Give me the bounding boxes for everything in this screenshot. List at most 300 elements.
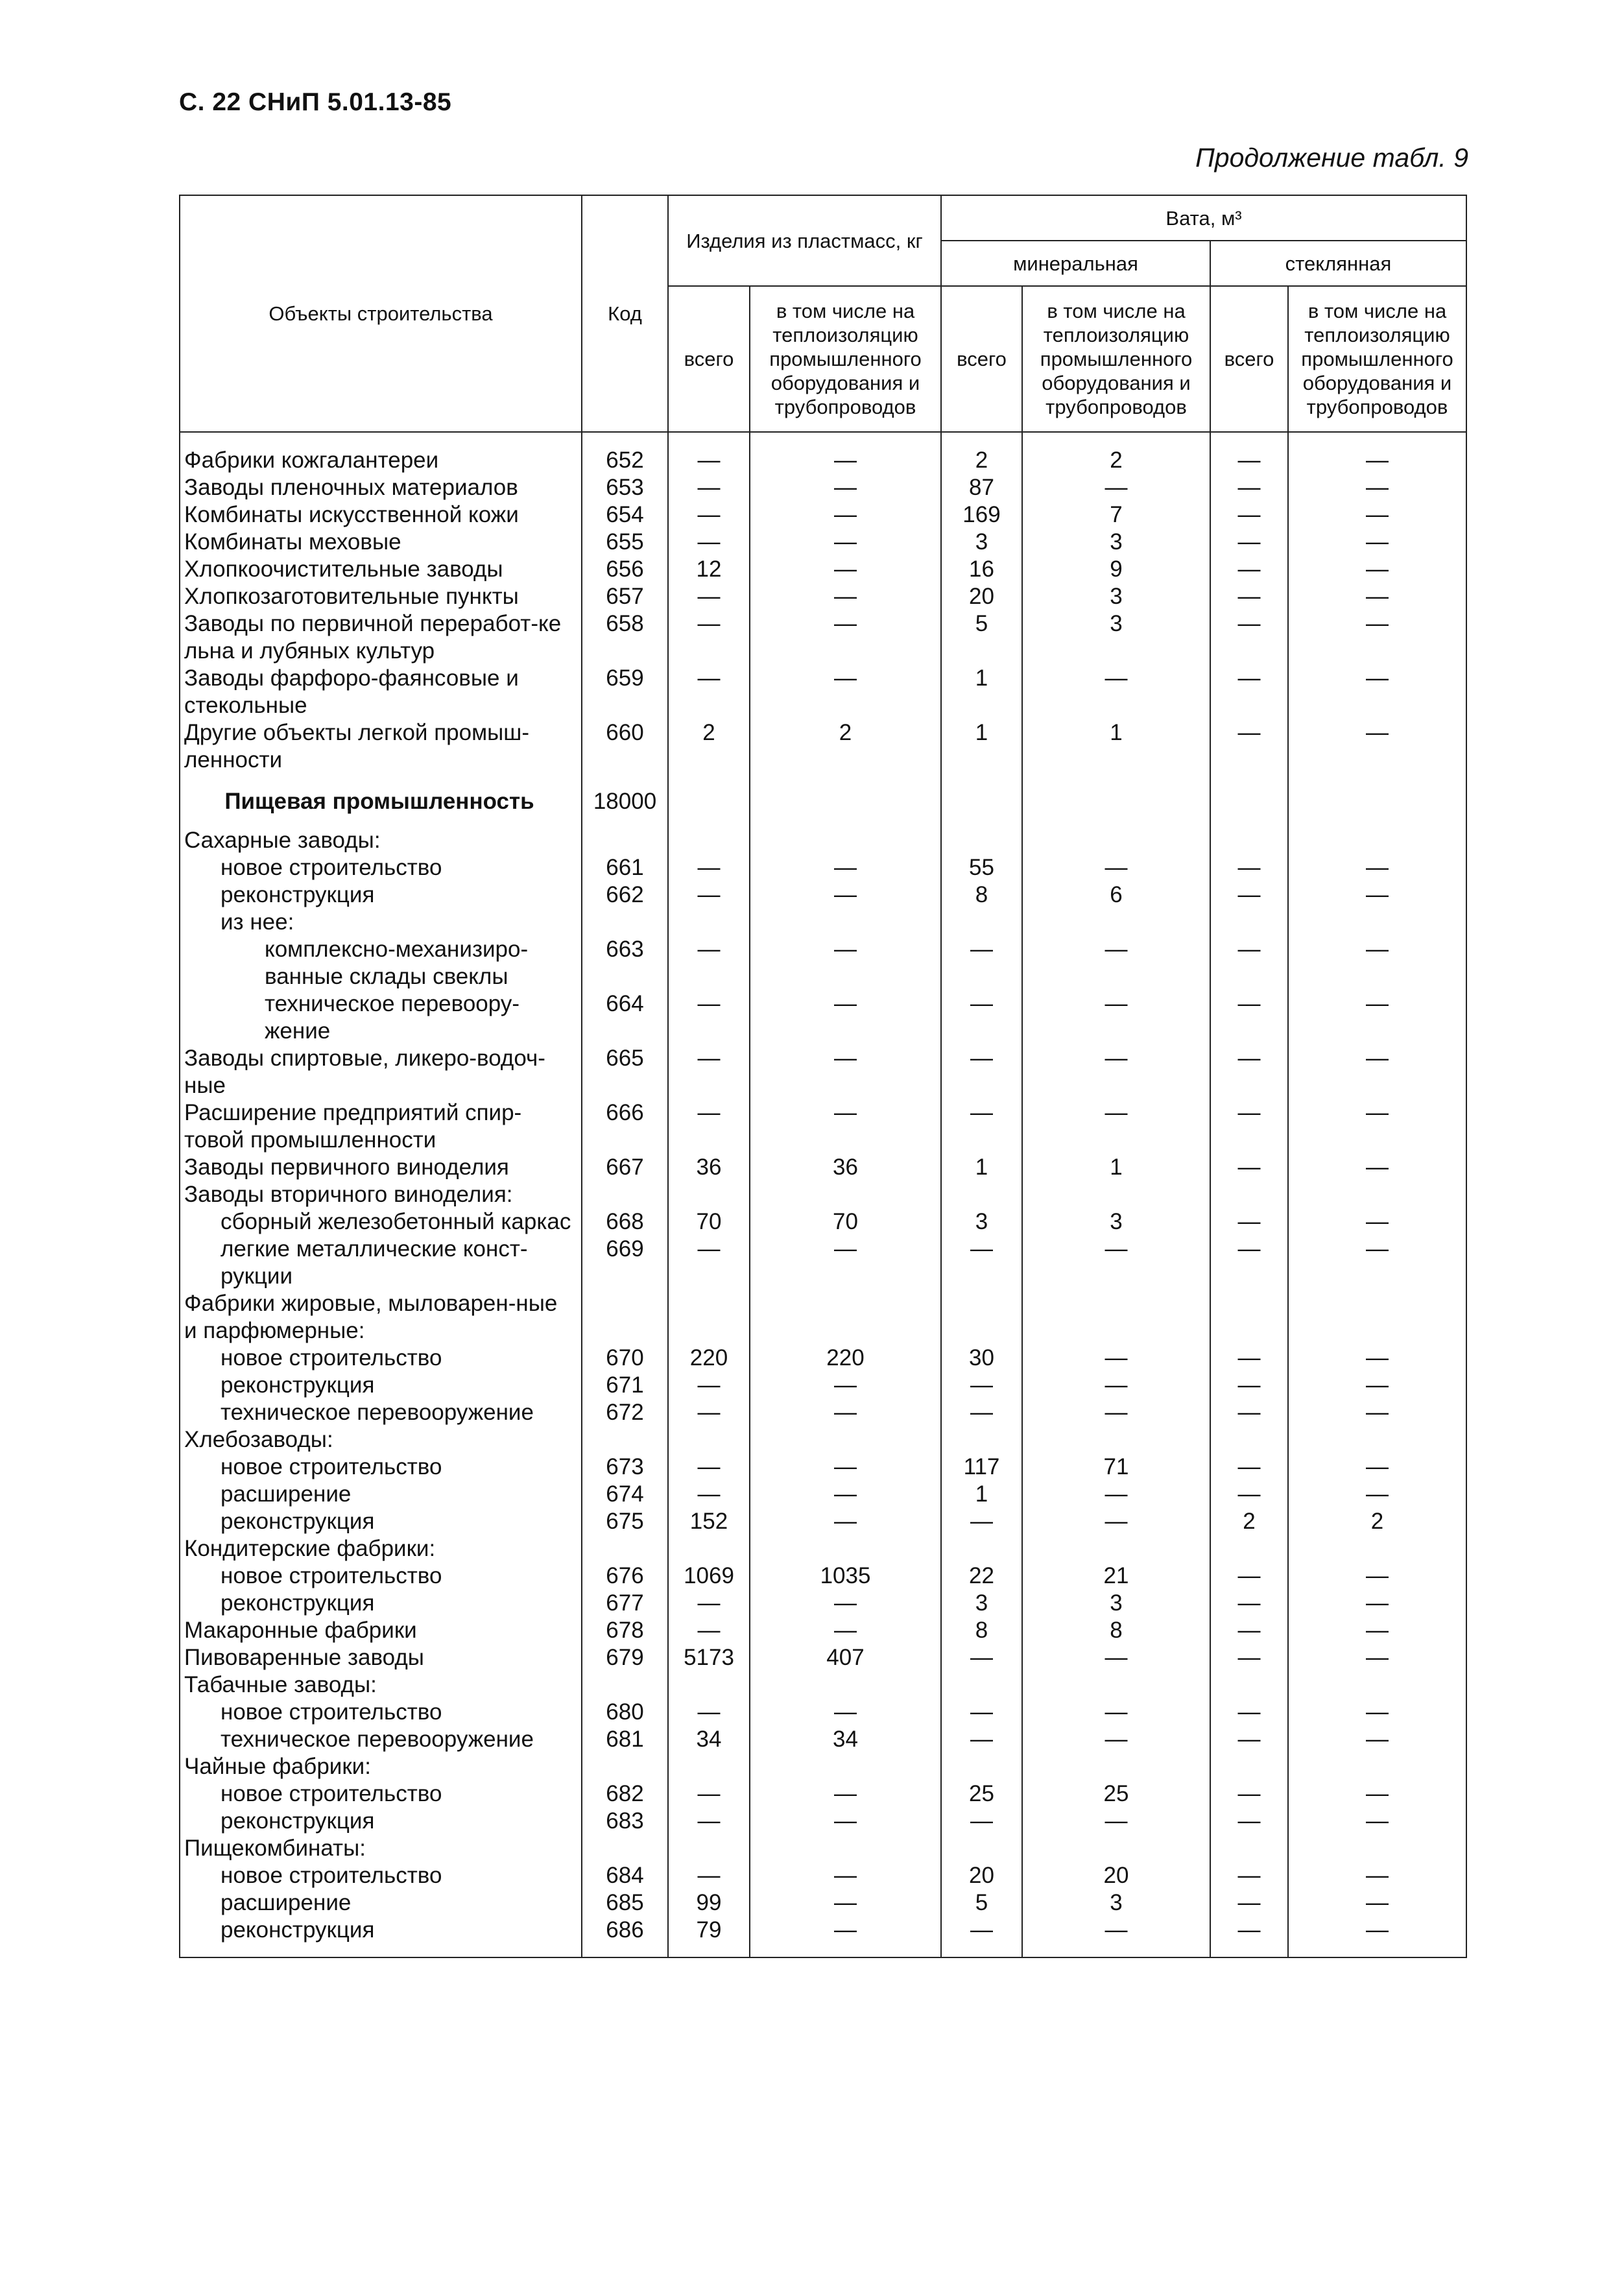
- table-row: [180, 1753, 1466, 1780]
- object-name: Кондитерские фабрики:: [180, 1535, 582, 1562]
- object-name: реконструкция: [180, 1808, 582, 1835]
- cell-glass-incl: —: [1288, 881, 1466, 909]
- object-code: 667: [582, 1154, 668, 1181]
- object-code: 660: [582, 719, 668, 774]
- cell-glass-incl: —: [1288, 1889, 1466, 1917]
- object-name: Фабрики кожгалантереи: [180, 432, 582, 474]
- cell-mineral-incl: [1022, 1426, 1210, 1454]
- object-name: сборный железобетонный каркас: [180, 1208, 582, 1236]
- cell-mineral-total: —: [941, 1808, 1022, 1835]
- object-code: 659: [582, 665, 668, 719]
- cell-mineral-incl: [1022, 827, 1210, 854]
- cell-glass-total: —: [1210, 474, 1288, 501]
- cell-plastics-total: 12: [668, 556, 750, 583]
- table-row: [180, 474, 1466, 501]
- object-code: [582, 1426, 668, 1454]
- cell-mineral-total: 1: [941, 1154, 1022, 1181]
- object-name: Чайные фабрики:: [180, 1753, 582, 1780]
- cell-plastics-incl: —: [750, 1699, 941, 1726]
- cell-glass-incl: —: [1288, 1372, 1466, 1399]
- object-code: 672: [582, 1399, 668, 1426]
- cell-plastics-incl: —: [750, 1372, 941, 1399]
- cell-glass-total: —: [1210, 1236, 1288, 1290]
- cell-plastics-total: —: [668, 1808, 750, 1835]
- cell-plastics-incl: —: [750, 1780, 941, 1808]
- cell-mineral-incl: —: [1022, 990, 1210, 1045]
- cell-plastics-total: —: [668, 1372, 750, 1399]
- table-row: [180, 583, 1466, 610]
- cell-glass-total: —: [1210, 583, 1288, 610]
- cell-glass-incl: —: [1288, 719, 1466, 774]
- cell-mineral-total: 3: [941, 1208, 1022, 1236]
- cell-glass-incl: —: [1288, 432, 1466, 474]
- cell-mineral-incl: [1022, 1181, 1210, 1208]
- object-name: новое строительство: [180, 1699, 582, 1726]
- object-name: Расширение предприятий спир-товой промышленности: [180, 1099, 582, 1154]
- cell-mineral-total: —: [941, 1726, 1022, 1753]
- cell-glass-total: —: [1210, 1399, 1288, 1426]
- object-name: Фабрики жировые, мыловарен-ные и парфюмерные:: [180, 1290, 582, 1345]
- cell-glass-incl: —: [1288, 556, 1466, 583]
- cell-plastics-total: —: [668, 881, 750, 909]
- cell-glass-total: —: [1210, 501, 1288, 529]
- object-name: легкие металлические конст-рукции: [180, 1236, 582, 1290]
- cell-mineral-total: 20: [941, 583, 1022, 610]
- object-name: Пищекомбинаты:: [180, 1835, 582, 1862]
- object-code: [582, 1290, 668, 1345]
- cell-glass-incl: —: [1288, 501, 1466, 529]
- cell-plastics-incl: —: [750, 990, 941, 1045]
- table-row: [180, 1345, 1466, 1372]
- cell-plastics-incl: 36: [750, 1154, 941, 1181]
- object-name: реконструкция: [180, 1590, 582, 1617]
- header-glass: стеклянная: [1210, 241, 1466, 286]
- object-name: новое строительство: [180, 1345, 582, 1372]
- cell-glass-incl: —: [1288, 1236, 1466, 1290]
- table-row: [180, 1454, 1466, 1481]
- table-row: [180, 1208, 1466, 1236]
- cell-plastics-total: 220: [668, 1345, 750, 1372]
- object-name: техническое перевоору-жение: [180, 990, 582, 1045]
- cell-plastics-total: —: [668, 529, 750, 556]
- cell-mineral-total: [941, 827, 1022, 854]
- object-code: 674: [582, 1481, 668, 1508]
- table-row: [180, 854, 1466, 881]
- table-row: [180, 556, 1466, 583]
- cell-mineral-total: 20: [941, 1862, 1022, 1889]
- table-row: [180, 1099, 1466, 1154]
- object-name: новое строительство: [180, 1862, 582, 1889]
- cell-glass-incl: —: [1288, 529, 1466, 556]
- cell-glass-incl: [1288, 909, 1466, 936]
- cell-plastics-total: 79: [668, 1917, 750, 1957]
- cell-glass-incl: —: [1288, 1345, 1466, 1372]
- table-row: [180, 432, 1466, 474]
- cell-plastics-total: —: [668, 1099, 750, 1154]
- cell-glass-incl: [1288, 1290, 1466, 1345]
- cell-mineral-total: —: [941, 1099, 1022, 1154]
- cell-mineral-incl: 3: [1022, 583, 1210, 610]
- cell-glass-total: [1210, 827, 1288, 854]
- table-row: [180, 719, 1466, 774]
- object-name: Хлопкоочистительные заводы: [180, 556, 582, 583]
- cell-mineral-total: [941, 1181, 1022, 1208]
- cell-plastics-total: 34: [668, 1726, 750, 1753]
- cell-glass-total: [1210, 1426, 1288, 1454]
- cell-glass-incl: —: [1288, 583, 1466, 610]
- cell-mineral-total: 3: [941, 1590, 1022, 1617]
- cell-mineral-incl: —: [1022, 1644, 1210, 1671]
- object-code: [582, 1835, 668, 1862]
- cell-glass-total: —: [1210, 854, 1288, 881]
- cell-mineral-total: —: [941, 1045, 1022, 1099]
- table-row: [180, 1590, 1466, 1617]
- table-row: [180, 1671, 1466, 1699]
- object-name: Комбинаты искусственной кожи: [180, 501, 582, 529]
- cell-mineral-total: —: [941, 1399, 1022, 1426]
- cell-plastics-total: —: [668, 1780, 750, 1808]
- cell-mineral-total: 8: [941, 1617, 1022, 1644]
- cell-plastics-incl: —: [750, 1454, 941, 1481]
- cell-mineral-incl: 25: [1022, 1780, 1210, 1808]
- object-name: Комбинаты меховые: [180, 529, 582, 556]
- cell-plastics-incl: [750, 827, 941, 854]
- cell-mineral-total: —: [941, 1699, 1022, 1726]
- object-code: 657: [582, 583, 668, 610]
- cell-mineral-incl: 2: [1022, 432, 1210, 474]
- object-name: Заводы пленочных материалов: [180, 474, 582, 501]
- cell-plastics-incl: [750, 1426, 941, 1454]
- table-row: [180, 1644, 1466, 1671]
- object-code: [582, 827, 668, 854]
- cell-plastics-total: —: [668, 1617, 750, 1644]
- cell-glass-incl: —: [1288, 474, 1466, 501]
- cell-plastics-incl: [750, 774, 941, 827]
- cell-mineral-total: 1: [941, 1481, 1022, 1508]
- cell-mineral-total: —: [941, 1508, 1022, 1535]
- object-name: Пивоваренные заводы: [180, 1644, 582, 1671]
- object-code: 668: [582, 1208, 668, 1236]
- cell-mineral-total: 1: [941, 665, 1022, 719]
- table-row: [180, 1617, 1466, 1644]
- object-code: 655: [582, 529, 668, 556]
- cell-mineral-incl: —: [1022, 665, 1210, 719]
- section-row: [180, 774, 1466, 827]
- cell-plastics-incl: —: [750, 474, 941, 501]
- cell-mineral-incl: 8: [1022, 1617, 1210, 1644]
- table-row: [180, 501, 1466, 529]
- object-code: [582, 1753, 668, 1780]
- table-row: [180, 1862, 1466, 1889]
- object-code: 676: [582, 1562, 668, 1590]
- cell-plastics-total: —: [668, 1590, 750, 1617]
- cell-mineral-incl: [1022, 1835, 1210, 1862]
- cell-glass-total: —: [1210, 990, 1288, 1045]
- table-body: [180, 432, 1466, 1957]
- cell-glass-incl: [1288, 1426, 1466, 1454]
- cell-glass-incl: —: [1288, 1644, 1466, 1671]
- table-row: [180, 936, 1466, 990]
- cell-mineral-total: —: [941, 1644, 1022, 1671]
- object-name: расширение: [180, 1889, 582, 1917]
- header-mineral: минеральная: [941, 241, 1210, 286]
- cell-glass-incl: —: [1288, 665, 1466, 719]
- object-name: Другие объекты легкой промыш-ленности: [180, 719, 582, 774]
- cell-mineral-total: —: [941, 990, 1022, 1045]
- cell-glass-total: —: [1210, 432, 1288, 474]
- cell-mineral-incl: [1022, 1290, 1210, 1345]
- cell-mineral-incl: —: [1022, 936, 1210, 990]
- cell-mineral-incl: 9: [1022, 556, 1210, 583]
- cell-glass-incl: —: [1288, 1454, 1466, 1481]
- table-row: [180, 1236, 1466, 1290]
- object-code: 679: [582, 1644, 668, 1671]
- cell-mineral-incl: 3: [1022, 1208, 1210, 1236]
- cell-glass-total: —: [1210, 1917, 1288, 1957]
- cell-plastics-total: —: [668, 1454, 750, 1481]
- cell-mineral-incl: [1022, 1753, 1210, 1780]
- cell-plastics-total: —: [668, 990, 750, 1045]
- cell-plastics-incl: —: [750, 1917, 941, 1957]
- object-name: Заводы фарфоро-фаянсовые и стекольные: [180, 665, 582, 719]
- cell-plastics-incl: 70: [750, 1208, 941, 1236]
- object-code: 18000: [582, 774, 668, 827]
- section-title: Пищевая промышленность: [180, 774, 582, 827]
- cell-glass-total: —: [1210, 529, 1288, 556]
- cell-glass-incl: —: [1288, 1862, 1466, 1889]
- cell-glass-incl: —: [1288, 1562, 1466, 1590]
- object-name: новое строительство: [180, 854, 582, 881]
- cell-plastics-incl: —: [750, 1399, 941, 1426]
- header-code: Код: [582, 195, 668, 432]
- cell-glass-incl: 2: [1288, 1508, 1466, 1535]
- cell-mineral-incl: 1: [1022, 719, 1210, 774]
- table-row: [180, 1481, 1466, 1508]
- table-continuation-label: Продолжение табл. 9: [1195, 143, 1468, 173]
- cell-plastics-incl: 220: [750, 1345, 941, 1372]
- cell-plastics-total: [668, 909, 750, 936]
- object-code: 664: [582, 990, 668, 1045]
- header-mineral-incl: в том числе на теплоизоляцию промышленного оборудования и трубопроводов: [1022, 286, 1210, 432]
- cell-plastics-total: —: [668, 501, 750, 529]
- cell-plastics-incl: —: [750, 501, 941, 529]
- object-code: 661: [582, 854, 668, 881]
- cell-plastics-total: —: [668, 1236, 750, 1290]
- cell-mineral-total: —: [941, 1372, 1022, 1399]
- cell-glass-total: —: [1210, 665, 1288, 719]
- cell-glass-incl: —: [1288, 1045, 1466, 1099]
- cell-plastics-total: —: [668, 432, 750, 474]
- cell-glass-total: [1210, 1535, 1288, 1562]
- cell-glass-incl: [1288, 1181, 1466, 1208]
- table-row: [180, 990, 1466, 1045]
- cell-glass-total: —: [1210, 936, 1288, 990]
- cell-glass-incl: —: [1288, 990, 1466, 1045]
- data-table: [179, 195, 1467, 1958]
- cell-plastics-total: —: [668, 665, 750, 719]
- cell-glass-total: —: [1210, 1099, 1288, 1154]
- cell-glass-total: —: [1210, 1617, 1288, 1644]
- cell-plastics-total: 152: [668, 1508, 750, 1535]
- object-name: реконструкция: [180, 1917, 582, 1957]
- cell-mineral-total: 169: [941, 501, 1022, 529]
- cell-plastics-incl: —: [750, 432, 941, 474]
- cell-mineral-total: —: [941, 936, 1022, 990]
- object-code: 682: [582, 1780, 668, 1808]
- cell-plastics-total: 70: [668, 1208, 750, 1236]
- cell-glass-total: —: [1210, 1345, 1288, 1372]
- header-plastics-incl: в том числе на теплоизоляцию промышленного оборудования и трубопроводов: [750, 286, 941, 432]
- object-name: Заводы первичного виноделия: [180, 1154, 582, 1181]
- cell-glass-total: —: [1210, 610, 1288, 665]
- cell-mineral-total: [941, 1753, 1022, 1780]
- cell-plastics-total: [668, 1181, 750, 1208]
- cell-mineral-total: [941, 1535, 1022, 1562]
- cell-glass-total: —: [1210, 1590, 1288, 1617]
- cell-glass-incl: —: [1288, 854, 1466, 881]
- table-row: [180, 665, 1466, 719]
- cell-glass-incl: [1288, 1753, 1466, 1780]
- cell-plastics-incl: —: [750, 583, 941, 610]
- cell-glass-total: —: [1210, 1562, 1288, 1590]
- cell-plastics-incl: —: [750, 1508, 941, 1535]
- cell-plastics-incl: —: [750, 1617, 941, 1644]
- cell-mineral-incl: 21: [1022, 1562, 1210, 1590]
- cell-glass-total: —: [1210, 1208, 1288, 1236]
- cell-plastics-incl: —: [750, 529, 941, 556]
- cell-plastics-total: [668, 774, 750, 827]
- cell-mineral-incl: —: [1022, 1917, 1210, 1957]
- object-name: новое строительство: [180, 1454, 582, 1481]
- cell-mineral-incl: —: [1022, 854, 1210, 881]
- object-name: техническое перевооружение: [180, 1399, 582, 1426]
- cell-glass-incl: —: [1288, 1208, 1466, 1236]
- cell-mineral-incl: [1022, 1535, 1210, 1562]
- table-header: [180, 195, 1466, 432]
- cell-glass-total: —: [1210, 881, 1288, 909]
- object-name: из нее:: [180, 909, 582, 936]
- cell-mineral-total: 8: [941, 881, 1022, 909]
- cell-plastics-incl: 34: [750, 1726, 941, 1753]
- object-name: реконструкция: [180, 1372, 582, 1399]
- cell-plastics-total: —: [668, 1699, 750, 1726]
- cell-plastics-incl: —: [750, 936, 941, 990]
- cell-mineral-incl: —: [1022, 1345, 1210, 1372]
- table-row: [180, 1917, 1466, 1957]
- object-code: 681: [582, 1726, 668, 1753]
- cell-mineral-total: [941, 774, 1022, 827]
- object-name: реконструкция: [180, 881, 582, 909]
- cell-glass-incl: —: [1288, 1808, 1466, 1835]
- header-objects: Объекты строительства: [180, 195, 582, 432]
- cell-mineral-incl: [1022, 1671, 1210, 1699]
- table-row: [180, 1835, 1466, 1862]
- object-name: Сахарные заводы:: [180, 827, 582, 854]
- cell-mineral-incl: [1022, 909, 1210, 936]
- object-name: Макаронные фабрики: [180, 1617, 582, 1644]
- cell-glass-incl: —: [1288, 1481, 1466, 1508]
- cell-glass-total: —: [1210, 1154, 1288, 1181]
- cell-plastics-total: [668, 1290, 750, 1345]
- object-code: 683: [582, 1808, 668, 1835]
- table-row: [180, 529, 1466, 556]
- cell-glass-total: [1210, 774, 1288, 827]
- object-code: 686: [582, 1917, 668, 1957]
- object-code: 662: [582, 881, 668, 909]
- cell-glass-total: —: [1210, 1889, 1288, 1917]
- cell-mineral-total: —: [941, 1917, 1022, 1957]
- cell-mineral-total: 5: [941, 610, 1022, 665]
- table-row: [180, 1154, 1466, 1181]
- cell-plastics-incl: [750, 1290, 941, 1345]
- cell-mineral-incl: —: [1022, 1699, 1210, 1726]
- cell-glass-incl: [1288, 1835, 1466, 1862]
- cell-plastics-total: —: [668, 854, 750, 881]
- cell-mineral-total: 25: [941, 1780, 1022, 1808]
- cell-glass-total: [1210, 1181, 1288, 1208]
- object-code: 670: [582, 1345, 668, 1372]
- cell-mineral-incl: —: [1022, 1481, 1210, 1508]
- object-code: 656: [582, 556, 668, 583]
- cell-plastics-total: 5173: [668, 1644, 750, 1671]
- table-row: [180, 1780, 1466, 1808]
- cell-mineral-incl: —: [1022, 1236, 1210, 1290]
- table-row: [180, 1562, 1466, 1590]
- cell-plastics-incl: —: [750, 1481, 941, 1508]
- cell-mineral-incl: 71: [1022, 1454, 1210, 1481]
- cell-mineral-incl: —: [1022, 474, 1210, 501]
- object-code: 652: [582, 432, 668, 474]
- cell-mineral-incl: 3: [1022, 1590, 1210, 1617]
- table-row: [180, 1372, 1466, 1399]
- table-row: [180, 1399, 1466, 1426]
- cell-mineral-total: [941, 909, 1022, 936]
- cell-mineral-incl: 3: [1022, 529, 1210, 556]
- cell-plastics-total: [668, 1835, 750, 1862]
- cell-plastics-incl: [750, 1835, 941, 1862]
- cell-plastics-incl: —: [750, 854, 941, 881]
- object-name: комплексно-механизиро-ванные склады свеклы: [180, 936, 582, 990]
- cell-glass-incl: —: [1288, 1590, 1466, 1617]
- cell-plastics-total: —: [668, 1045, 750, 1099]
- cell-glass-incl: —: [1288, 1780, 1466, 1808]
- cell-mineral-total: 1: [941, 719, 1022, 774]
- cell-plastics-incl: [750, 1671, 941, 1699]
- cell-plastics-incl: —: [750, 1045, 941, 1099]
- cell-mineral-total: 55: [941, 854, 1022, 881]
- object-name: Хлебозаводы:: [180, 1426, 582, 1454]
- cell-mineral-incl: —: [1022, 1399, 1210, 1426]
- cell-glass-total: —: [1210, 1862, 1288, 1889]
- cell-plastics-incl: —: [750, 1862, 941, 1889]
- cell-glass-total: —: [1210, 1045, 1288, 1099]
- cell-glass-incl: —: [1288, 1699, 1466, 1726]
- cell-glass-incl: —: [1288, 936, 1466, 990]
- cell-mineral-total: [941, 1426, 1022, 1454]
- cell-plastics-incl: [750, 1181, 941, 1208]
- object-code: 671: [582, 1372, 668, 1399]
- cell-mineral-incl: 3: [1022, 1889, 1210, 1917]
- cell-plastics-total: 99: [668, 1889, 750, 1917]
- table-row: [180, 1290, 1466, 1345]
- cell-mineral-incl: —: [1022, 1726, 1210, 1753]
- cell-glass-total: [1210, 909, 1288, 936]
- cell-plastics-incl: —: [750, 610, 941, 665]
- header-plastics-total: всего: [668, 286, 750, 432]
- object-code: [582, 1181, 668, 1208]
- object-name: Табачные заводы:: [180, 1671, 582, 1699]
- header-wool: Вата, м³: [941, 195, 1466, 241]
